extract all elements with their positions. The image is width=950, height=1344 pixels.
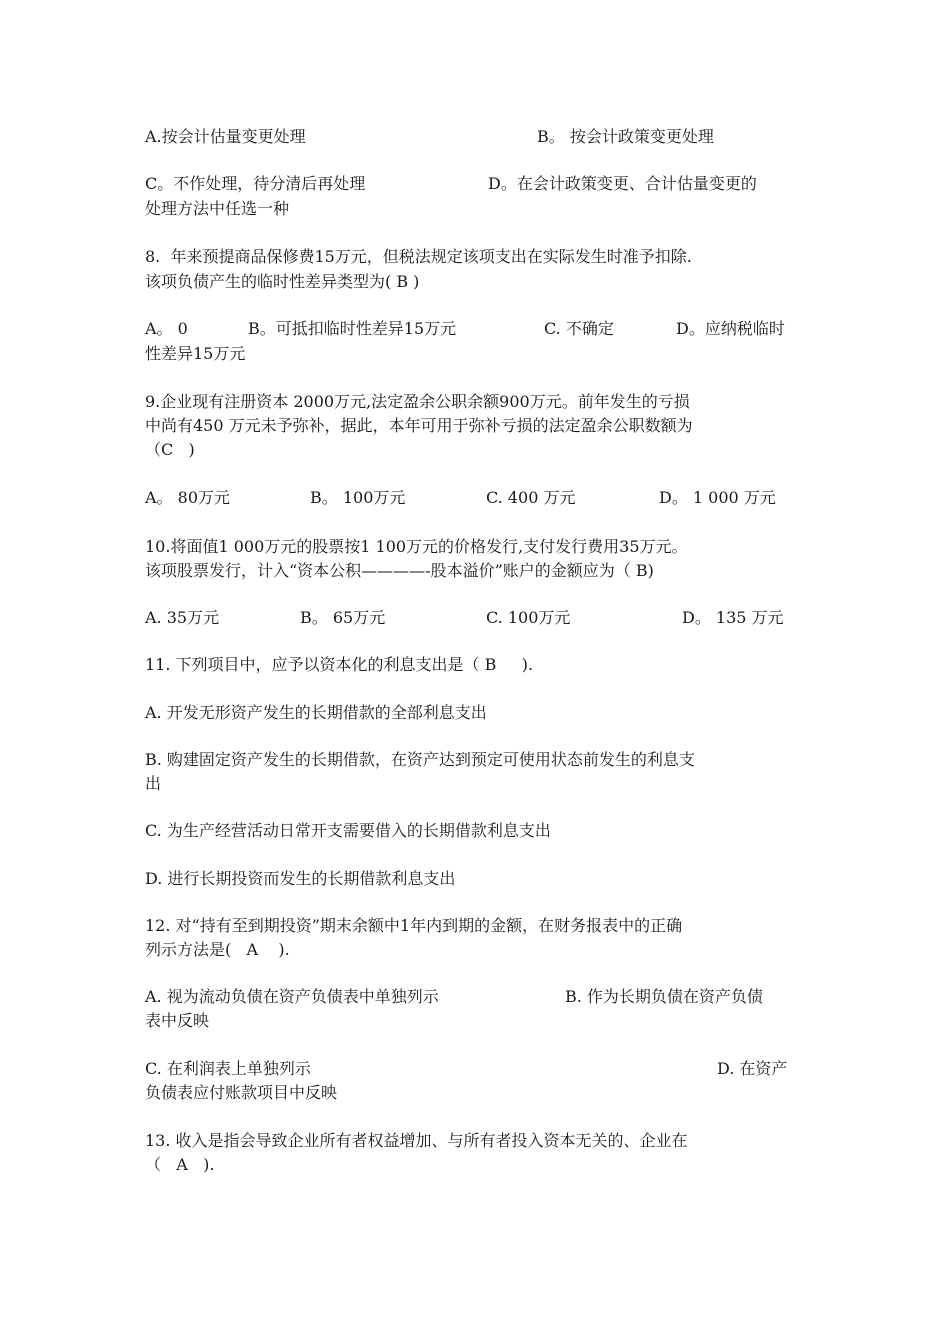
q12-stem xyxy=(145,914,810,938)
q13-stem-cont xyxy=(145,1153,810,1177)
q9-option-c: C. 400 万元 xyxy=(486,488,576,507)
q11-option-b-continued xyxy=(145,772,810,796)
q9-stem xyxy=(145,390,810,414)
q9-option-b: B。 100万元 xyxy=(310,488,406,507)
q10-stem-cont xyxy=(145,559,810,583)
q9-stem-line3: （C ) xyxy=(145,440,195,459)
q8-option-b: B。可抵扣临时性差异15万元 xyxy=(248,319,457,338)
q8-option-c: C. 不确定 xyxy=(544,319,614,338)
q7-option-d: D。在会计政策变更、合计估量变更的 xyxy=(488,174,757,193)
q8-option-d-continued xyxy=(145,342,810,366)
q12-option-b: B. 作为长期负债在资产负债 xyxy=(565,987,763,1006)
q12-options-row-1 xyxy=(145,985,810,1009)
q9-option-d: D。 1 000 万元 xyxy=(659,488,776,507)
q11-option-d xyxy=(145,867,810,891)
q11-option-a-text: A. 开发无形资产发生的长期借款的全部利息支出 xyxy=(145,703,487,722)
q11-option-b xyxy=(145,748,810,772)
q10-stem xyxy=(145,535,810,559)
q13-stem xyxy=(145,1129,810,1153)
q10-option-b: B。 65万元 xyxy=(300,608,386,627)
q8-stem xyxy=(145,245,810,269)
q8-option-d: D。应纳税临时 xyxy=(676,319,785,338)
q11-stem-line1: 11. 下列项目中，应予以资本化的利息支出是（ B ). xyxy=(145,655,534,674)
q8-options-row xyxy=(145,317,810,341)
q10-option-d: D。 135 万元 xyxy=(682,608,784,627)
q11-option-a xyxy=(145,701,810,725)
q10-stem-line1: 10.将面值1 000万元的股票按1 100万元的价格发行,支付发行费用35万元。 xyxy=(145,537,688,556)
q8-stem-cont xyxy=(145,270,810,294)
q9-stem-line1: 9.企业现有注册资本 2000万元,法定盈余公职余额900万元。前年发生的亏损 xyxy=(145,392,690,411)
q11-option-c xyxy=(145,819,810,843)
q10-stem-line2: 该项股票发行，计入“资本公积————-股本溢价”账户的金额应为（ B) xyxy=(145,561,654,580)
q9-stem-cont xyxy=(145,414,810,438)
q12-option-d-line2: 负债表应付账款项目中反映 xyxy=(145,1083,338,1102)
q12-option-b-line2: 表中反映 xyxy=(145,1011,210,1030)
q8-option-d-line2: 性差异15万元 xyxy=(145,344,246,363)
q10-options-row xyxy=(145,606,810,630)
q12-option-d: D. 在资产 xyxy=(717,1059,788,1078)
q8-stem-line1: 8. 年来预提商品保修费15万元，但税法规定该项支出在实际发生时准予扣除. xyxy=(145,247,692,266)
q9-options-row xyxy=(145,486,810,510)
q13-stem-line1: 13. 收入是指会导致企业所有者权益增加、与所有者投入资本无关的、企业在 xyxy=(145,1131,688,1150)
q11-option-d-text: D. 进行长期投资而发生的长期借款利息支出 xyxy=(145,869,456,888)
q12-stem-cont xyxy=(145,938,810,962)
q11-option-b-line2: 出 xyxy=(145,774,162,793)
q7-option-a: A.按会计估量变更处理 xyxy=(145,127,306,146)
q7-option-d-line2: 处理方法中任选一种 xyxy=(145,199,290,218)
q10-option-c: C. 100万元 xyxy=(486,608,571,627)
q7-option-c: C。不作处理，待分清后再处理 xyxy=(145,174,366,193)
q12-stem-line1: 12. 对“持有至到期投资”期末余额中1年内到期的金额，在财务报表中的正确 xyxy=(145,916,683,935)
q11-stem xyxy=(145,653,810,677)
q9-stem-line2: 中尚有450 万元未予弥补，据此，本年可用于弥补亏损的法定盈余公职数额为 xyxy=(145,416,693,435)
q11-option-b-line1: B. 购建固定资产发生的长期借款，在资产达到预定可使用状态前发生的利息支 xyxy=(145,750,695,769)
q7-option-d-continued xyxy=(145,197,810,221)
q12-option-b-continued xyxy=(145,1009,810,1033)
q8-option-a: A。 0 xyxy=(145,319,188,338)
q12-option-a: A. 视为流动负债在资产负债表中单独列示 xyxy=(145,987,439,1006)
q8-stem-line2: 该项负债产生的临时性差异类型为( B ) xyxy=(145,272,420,291)
q10-option-a: A. 35万元 xyxy=(145,608,220,627)
q13-stem-line2: （ A ). xyxy=(145,1155,215,1174)
q9-option-a: A。 80万元 xyxy=(145,488,231,507)
q7-options-row-2 xyxy=(145,172,810,196)
q12-option-d-continued xyxy=(145,1081,810,1105)
q9-stem-cont2 xyxy=(145,438,810,462)
q11-option-c-text: C. 为生产经营活动日常开支需要借入的长期借款利息支出 xyxy=(145,821,551,840)
q12-option-c: C. 在利润表上单独列示 xyxy=(145,1059,311,1078)
q7-options-row-1 xyxy=(145,125,810,149)
q12-options-row-2 xyxy=(145,1057,810,1081)
q12-stem-line2: 列示方法是( A ). xyxy=(145,940,290,959)
q7-option-b: B。 按会计政策变更处理 xyxy=(537,127,714,146)
